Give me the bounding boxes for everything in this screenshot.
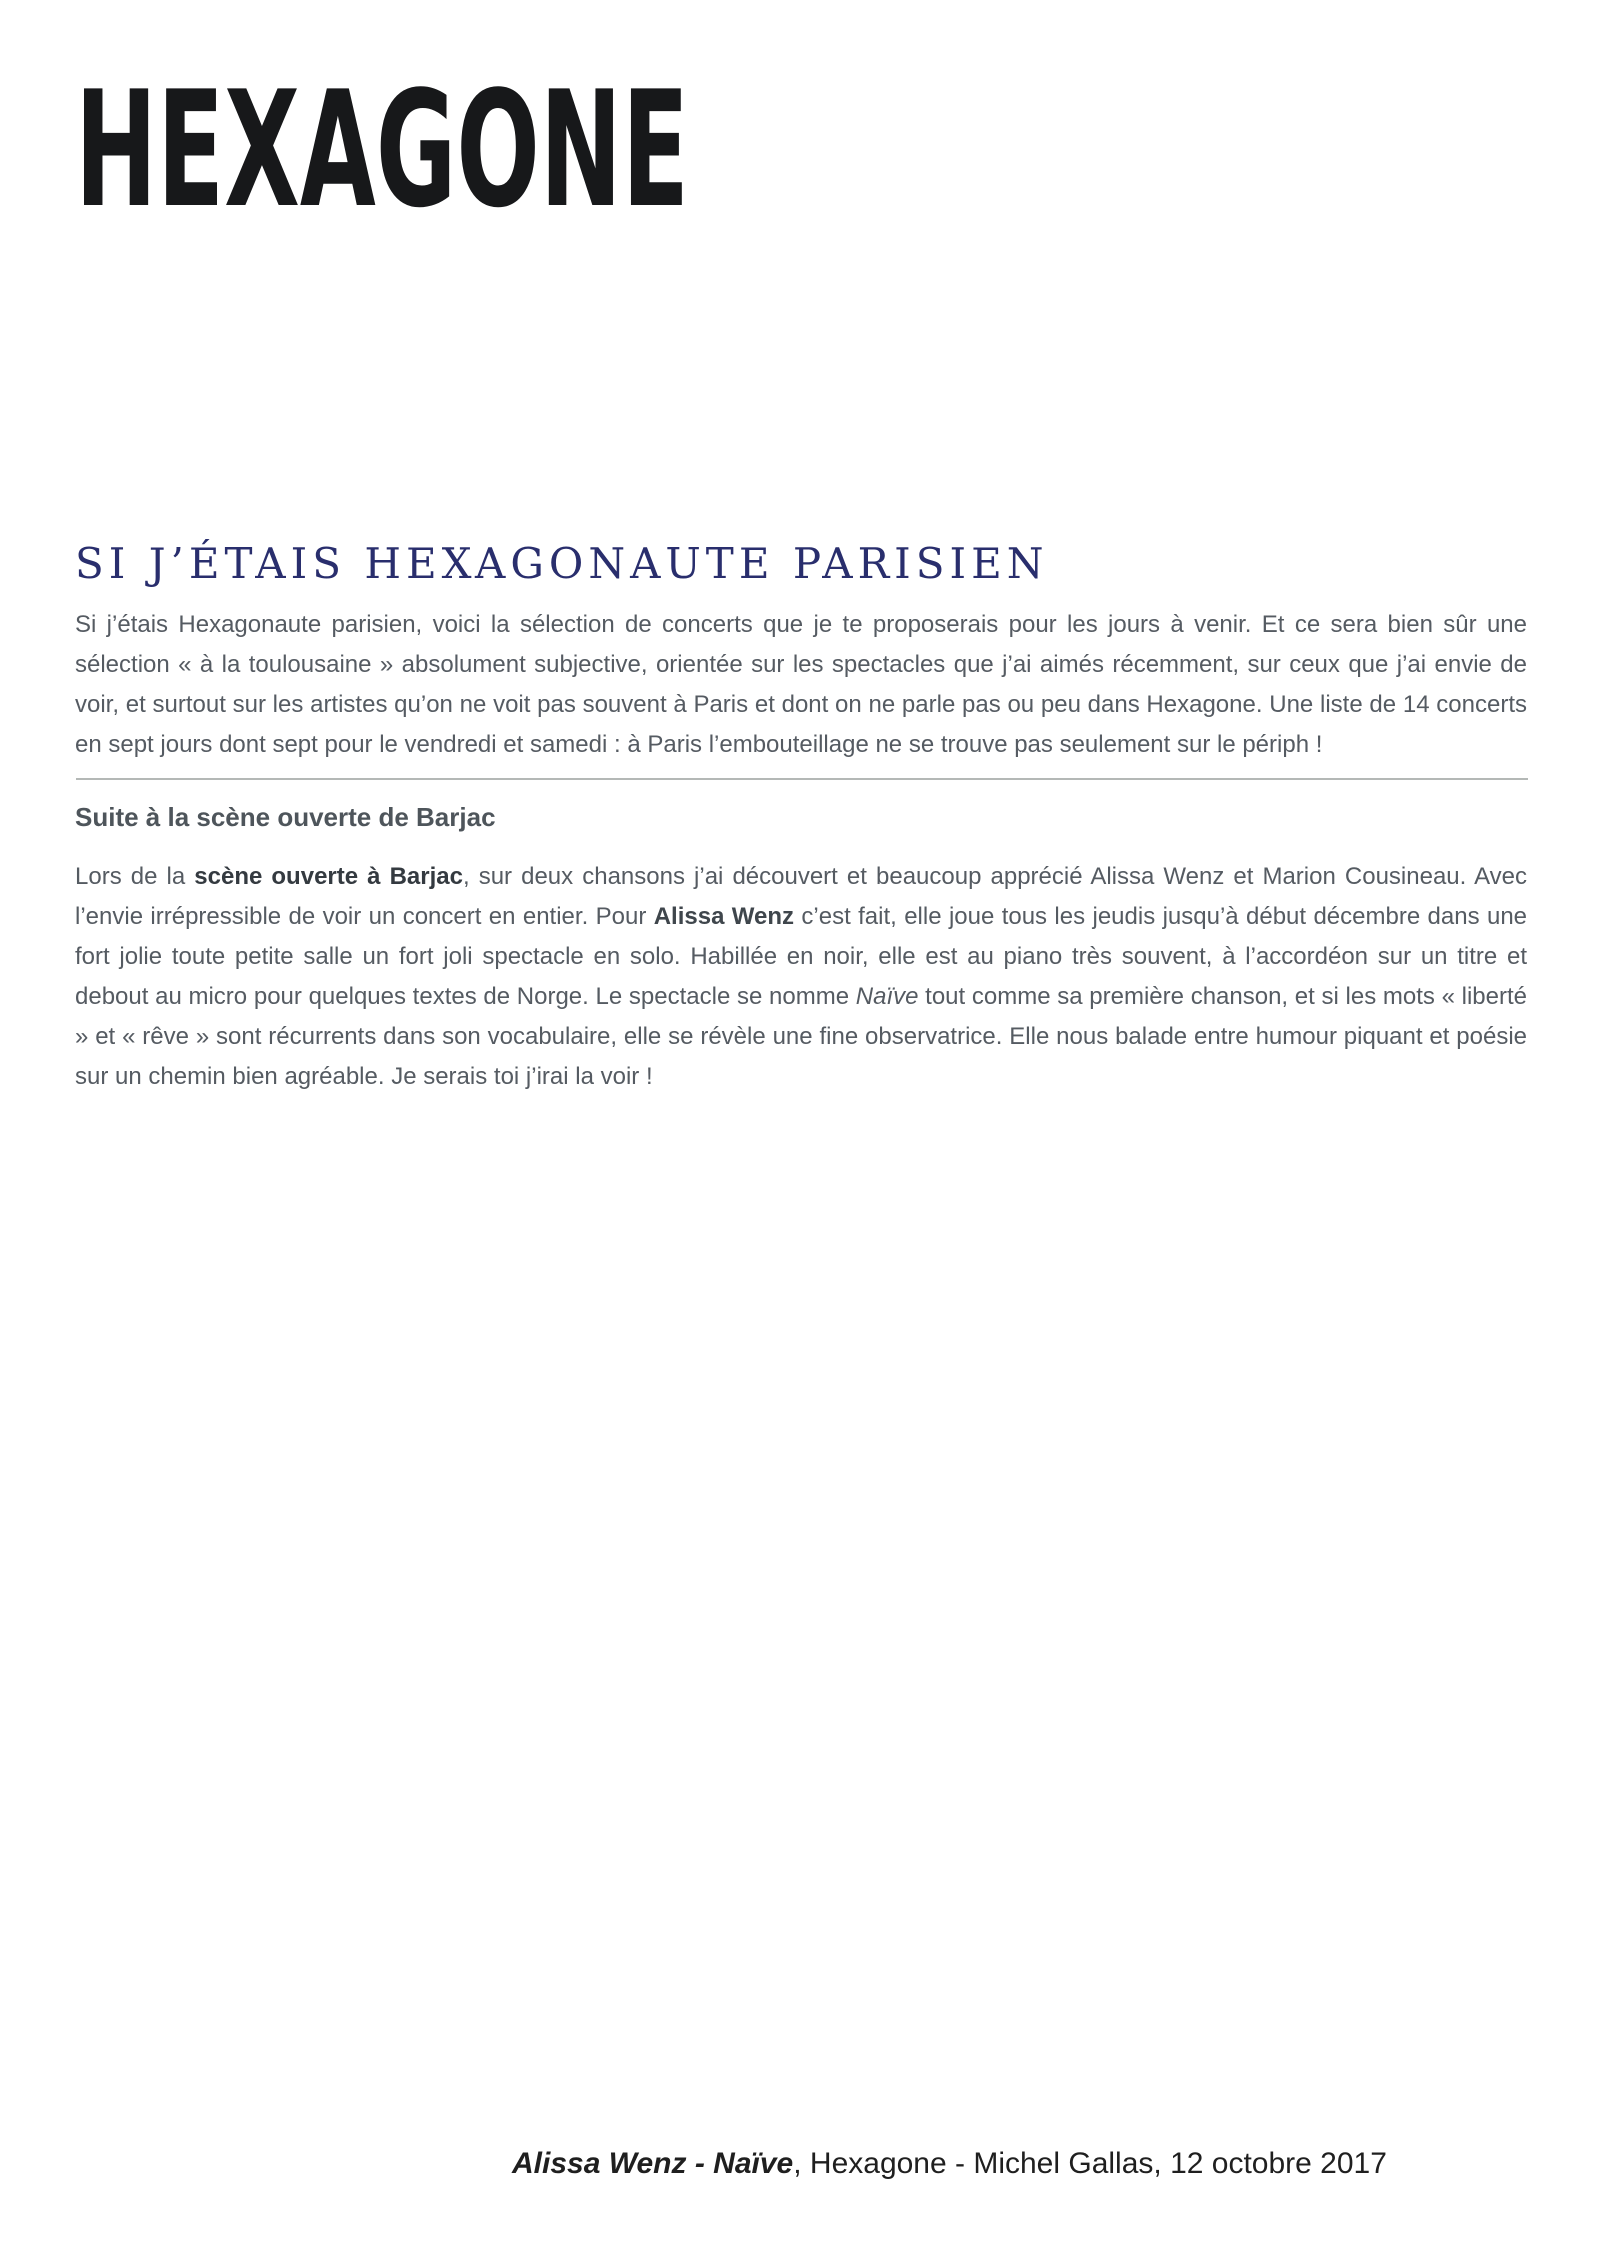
section-divider bbox=[76, 778, 1528, 780]
hexagone-logo-svg bbox=[75, 56, 689, 243]
photo-caption bbox=[512, 2146, 1387, 2182]
text-segment: tout comme sa première chanson, et si les mots « liberté » et « rêve » sont récurrents dans son vocabulaire, elle se révèle une fine observatrice. Elle nous balade entre humour piquant et poésie sur un chemin bien agréable. Je serais toi j’irai la voir ! bbox=[75, 983, 1527, 1090]
text-segment: Naïve bbox=[855, 983, 919, 1010]
intro-paragraph: Si j’étais Hexagonaute parisien, voici la sélection de concerts que je te proposerais pour les jours à venir. Et ce sera bien sûr une sélection « à la toulousaine » absolument subjective, orientée sur les spectacles que j’ai aimés récemment, sur ceux que j’ai envie de voir, et surtout sur les artistes qu’on ne voit pas souvent à Paris et dont on ne parle pas ou peu dans Hexagone. Une liste de 14 concerts en sept jours dont sept pour le vendredi et samedi : à Paris l’embouteillage ne se trouve pas seulement sur le périph ! bbox=[75, 611, 1527, 758]
hexagone-logo bbox=[75, 56, 689, 243]
text-segment: Alissa Wenz bbox=[653, 903, 795, 930]
text-segment: , sur deux chansons j’ai découvert et beaucoup apprécié Alissa Wenz et Marion Cousineau. Avec l’envie irrépressible de voir un concert en entier. Pour bbox=[75, 863, 1527, 930]
text-segment: scène ouverte à Barjac bbox=[194, 863, 463, 890]
text-segment: , Hexagone - Michel Gallas, 12 octobre 2017 bbox=[793, 2147, 1387, 2180]
section-heading: Suite à la scène ouverte de Barjac bbox=[75, 802, 496, 832]
text-segment: Alissa Wenz - Naïve bbox=[512, 2147, 794, 2180]
text-segment: c’est fait, elle joue tous les jeudis jusqu’à début décembre dans une fort jolie toute petite salle un fort joli spectacle en solo. Habillée en noir, elle est au piano très souvent, à l’accordéon sur un titre et debout au micro pour quelques textes de Norge. Le spectacle se nomme bbox=[75, 903, 1528, 1010]
article-title: SI J’ÉTAIS HEXAGONAUTE PARISIEN bbox=[75, 539, 1049, 588]
text-segment: Lors de la bbox=[75, 863, 195, 890]
body-paragraph bbox=[75, 857, 1527, 1097]
hexagone-logo-text: HEXAGONE bbox=[75, 56, 689, 243]
